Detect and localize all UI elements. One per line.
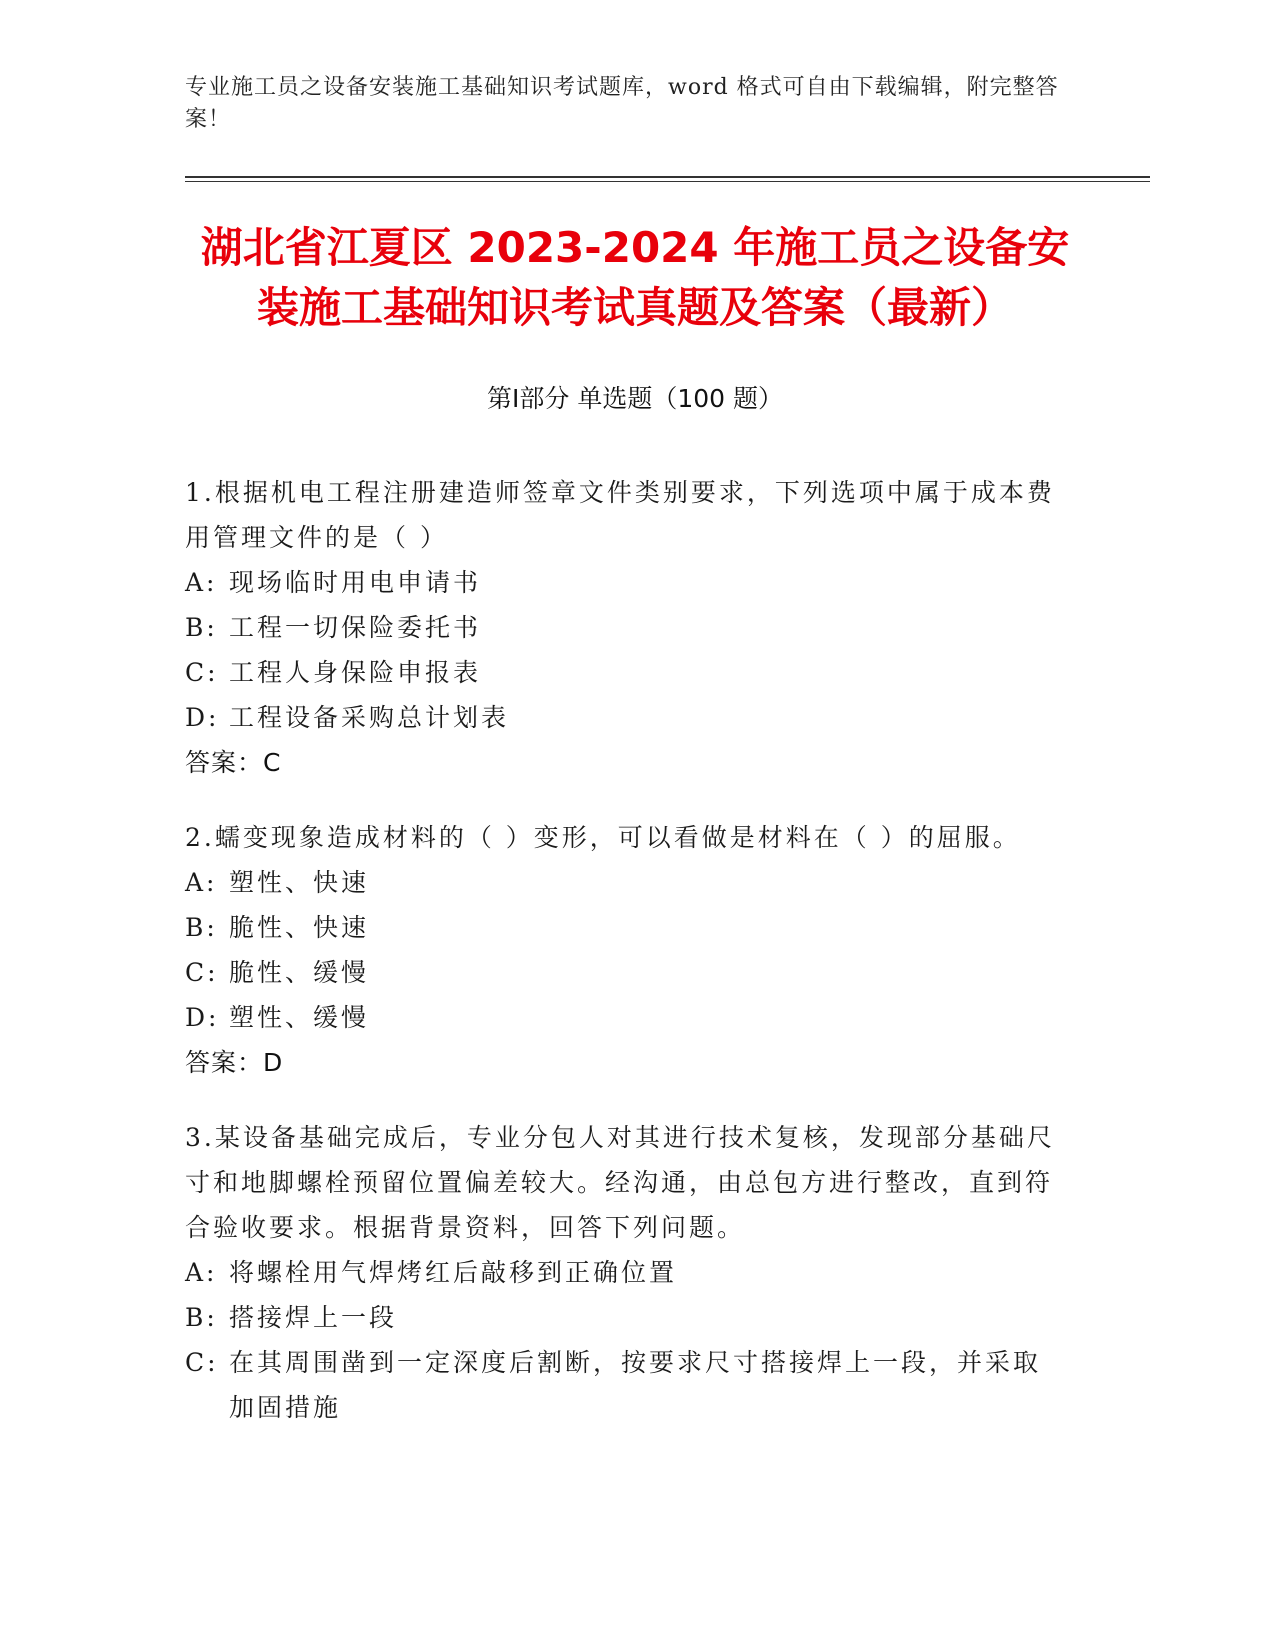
option-text: 搭接焊上一段	[229, 1303, 398, 1332]
option-b	[185, 605, 1065, 650]
option-letter: B:	[185, 913, 218, 942]
option-text: 将螺栓用气焊烤红后敲移到正确位置	[229, 1258, 678, 1287]
section-title: 第Ⅰ部分 单选题（100 题）	[487, 384, 783, 413]
option-b	[185, 905, 1065, 950]
title-line-1: 湖北省江夏区 2023-2024 年施工员之设备安	[200, 223, 1070, 272]
question-2	[185, 815, 1065, 1085]
option-d	[185, 695, 1065, 740]
option-c	[185, 650, 1065, 695]
option-letter: B:	[185, 1303, 218, 1332]
option-letter: D:	[185, 703, 220, 732]
option-letter: C:	[185, 958, 219, 987]
option-text: 在其周围凿到一定深度后割断，按要求尺寸搭接焊上一段，并采取加固措施	[229, 1348, 1042, 1422]
option-c	[185, 1340, 1065, 1430]
question-stem: 2.蠕变现象造成材料的（ ）变形，可以看做是材料在（ ）的屈服。	[185, 823, 1021, 852]
question-stem: 3.某设备基础完成后，专业分包人对其进行技术复核，发现部分基础尺寸和地脚螺栓预留位置偏差较大。经沟通，由总包方进行整改，直到符合验收要求。根据背景资料，回答下列问题。	[185, 1123, 1055, 1242]
option-a	[185, 860, 1065, 905]
answer-line: 答案：C	[185, 748, 282, 777]
option-text: 脆性、快速	[229, 913, 370, 942]
question-3	[185, 1115, 1065, 1430]
option-text: 脆性、缓慢	[229, 958, 370, 987]
answer-line: 答案：D	[185, 1048, 284, 1077]
option-c	[185, 950, 1065, 995]
option-text: 工程设备采购总计划表	[229, 703, 510, 732]
option-letter: B:	[185, 613, 218, 642]
header-rule-thin	[185, 181, 1150, 182]
header-note: 专业施工员之设备安装施工基础知识考试题库，word 格式可自由下载编辑，附完整答案！	[185, 75, 1059, 132]
option-letter: A:	[185, 868, 218, 897]
option-text: 现场临时用电申请书	[229, 568, 482, 597]
option-text: 塑性、缓慢	[229, 1003, 370, 1032]
option-letter: A:	[185, 568, 218, 597]
option-text: 工程一切保险委托书	[229, 613, 482, 642]
question-list	[185, 470, 1065, 1460]
document-title	[185, 218, 1085, 338]
title-line-2: 装施工基础知识考试真题及答案（最新）	[256, 283, 1013, 332]
question-1	[185, 470, 1065, 785]
option-letter: A:	[185, 1258, 218, 1287]
question-stem: 1.根据机电工程注册建造师签章文件类别要求，下列选项中属于成本费用管理文件的是（ ）	[185, 478, 1055, 552]
option-b	[185, 1295, 1065, 1340]
option-a	[185, 560, 1065, 605]
option-text: 工程人身保险申报表	[229, 658, 482, 687]
option-letter: D:	[185, 1003, 220, 1032]
option-a	[185, 1250, 1065, 1295]
option-text: 塑性、快速	[229, 868, 370, 897]
option-letter: C:	[185, 1348, 219, 1377]
header-rule-thick	[185, 176, 1150, 178]
option-letter: C:	[185, 658, 219, 687]
option-d	[185, 995, 1065, 1040]
